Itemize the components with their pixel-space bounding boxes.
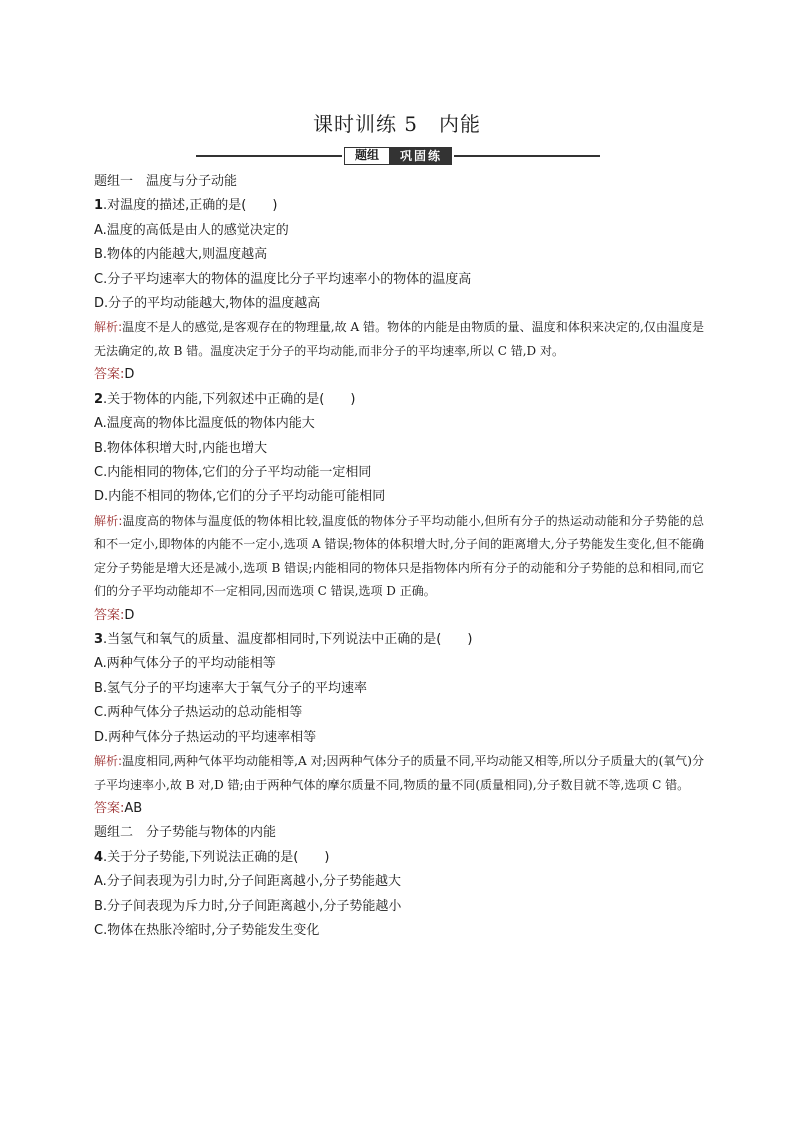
question-3-text: .当氢气和氧气的质量、温度都相同时,下列说法中正确的是( ) — [103, 632, 473, 648]
question-3-number: 3 — [94, 632, 104, 648]
question-3-answer — [94, 797, 704, 821]
explanation-text: 温度不是人的感觉,是客观存在的物理量,故 A 错。物体的内能是由物质的量、温度和体积来决定的,仅由温度是无法确定的,故 B 错。温度决定于分子的平均动能,而非分子的平均速率,所以 C 错,D 对。 — [94, 320, 705, 358]
section-banner — [196, 147, 600, 165]
question-2-stem — [94, 388, 704, 412]
question-3-option-d: D.两种气体分子热运动的平均速率相等 — [94, 729, 317, 745]
question-2-answer — [94, 604, 704, 628]
banner-label-left: 题组 — [344, 147, 390, 165]
question-4-number: 4 — [94, 849, 104, 865]
explanation-text: 温度高的物体与温度低的物体相比较,温度低的物体分子平均动能小,但所有分子的热运动动能和分子势能的总和不一定小,即物体的内能不一定小,选项 A 错误;物体的体积增大时,分子间的距离增大,分子势能发生变化,但不能确定分子势能是增大还是减小,选项 B 错误;内能相同的物体只是指物体内所有分子的动能和分子势能的总和相同,而它们的分子平均动能却不一定相同,因而选项 C 错误,选项 D 正确。 — [94, 513, 704, 599]
explanation-label: 解析: — [94, 754, 123, 769]
question-2-number: 2 — [94, 391, 104, 407]
explanation-text: 温度相同,两种气体平均动能相等,A 对;因两种气体分子的质量不同,平均动能又相等,所以分子质量大的(氧气)分子平均速率小,故 B 对,D 错;由于两种气体的摩尔质量不同,物质的量不同(质量相同),分子数目就不等,选项 C 错。 — [94, 754, 704, 792]
question-3-option-c: C.两种气体分子热运动的总动能相等 — [94, 705, 303, 721]
answer-label: 答案: — [94, 367, 125, 383]
banner-label-box — [344, 147, 452, 165]
question-1-option-c: C.分子平均速率大的物体的温度比分子平均速率小的物体的温度高 — [94, 271, 472, 287]
banner-left-rule — [196, 155, 342, 157]
question-1-option-d: D.分子的平均动能越大,物体的温度越高 — [94, 295, 321, 311]
question-list — [94, 170, 704, 943]
question-4-option-b: B.分子间表现为斥力时,分子间距离越小,分子势能越小 — [94, 898, 402, 914]
question-2-text: .关于物体的内能,下列叙述中正确的是( ) — [103, 391, 356, 407]
question-2-option-a: A.温度高的物体比温度低的物体内能大 — [94, 416, 315, 432]
question-2-option-b: B.物体体积增大时,内能也增大 — [94, 440, 268, 456]
question-4-option-c: C.物体在热胀冷缩时,分子势能发生变化 — [94, 922, 320, 938]
question-1-explanation — [94, 316, 704, 363]
explanation-label: 解析: — [94, 513, 123, 528]
question-3-explanation — [94, 750, 704, 797]
question-3-stem — [94, 628, 704, 652]
question-2-option-d: D.内能不相同的物体,它们的分子平均动能可能相同 — [94, 489, 386, 505]
answer-label: 答案: — [94, 801, 125, 817]
group-heading-1: 题组一 温度与分子动能 — [94, 174, 238, 189]
answer-value: AB — [124, 801, 143, 817]
question-3-option-a: A.两种气体分子的平均动能相等 — [94, 656, 276, 672]
question-1-number: 1 — [94, 198, 104, 214]
question-1-text: .对温度的描述,正确的是( ) — [103, 198, 278, 214]
question-2-option-c: C.内能相同的物体,它们的分子平均动能一定相同 — [94, 464, 372, 480]
question-3-option-b: B.氢气分子的平均速率大于氧气分子的平均速率 — [94, 680, 368, 696]
banner-right-rule — [454, 155, 600, 157]
question-4-option-a: A.分子间表现为引力时,分子间距离越小,分子势能越大 — [94, 874, 402, 890]
answer-value: D — [124, 607, 135, 623]
question-2-explanation — [94, 510, 704, 604]
page-title: 课时训练 5 内能 — [312, 112, 482, 136]
explanation-label: 解析: — [94, 320, 123, 335]
question-4-text: .关于分子势能,下列说法正确的是( ) — [103, 849, 330, 865]
question-1-answer — [94, 363, 704, 387]
group-heading-2: 题组二 分子势能与物体的内能 — [94, 825, 277, 841]
question-4-stem — [94, 846, 704, 870]
question-1-option-a: A.温度的高低是由人的感觉决定的 — [94, 222, 289, 238]
answer-label: 答案: — [94, 607, 125, 623]
question-1-stem — [94, 194, 704, 218]
banner-label-right: 巩固练 — [390, 147, 452, 165]
question-1-option-b: B.物体的内能越大,则温度越高 — [94, 247, 268, 263]
answer-value: D — [124, 367, 135, 383]
